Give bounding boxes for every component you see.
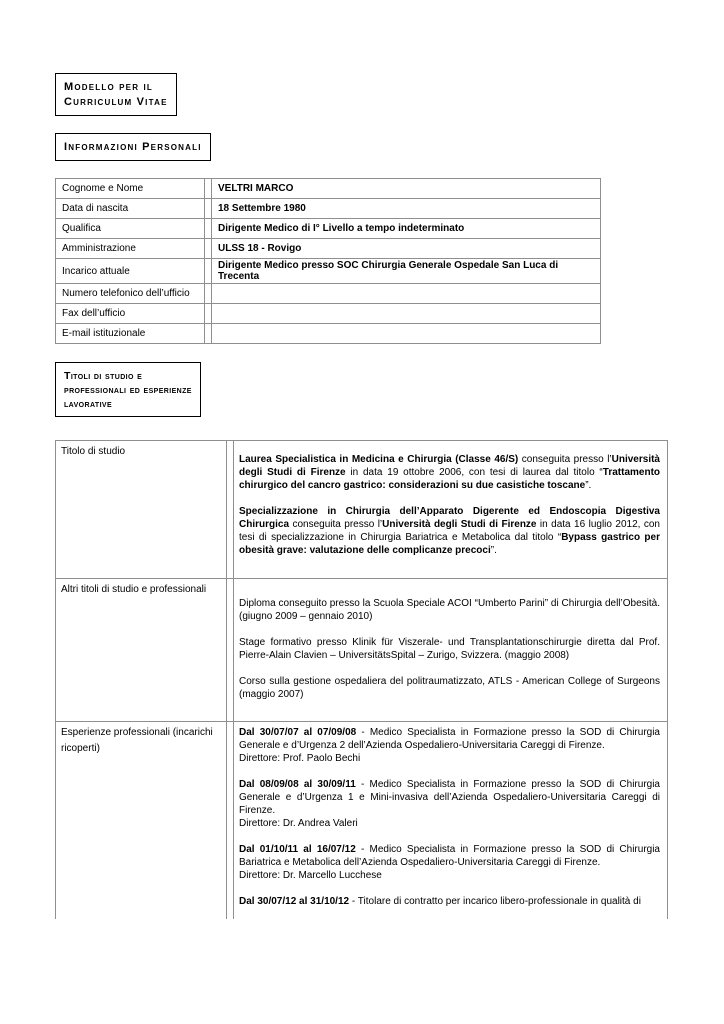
personal-info-row: [56, 199, 601, 219]
titles-section-heading-box: [55, 362, 201, 417]
field-value: [212, 324, 601, 344]
row-label-altri-titoli: Altri titoli di studio e professionali: [56, 579, 227, 722]
field-label: Cognome e Nome: [56, 179, 205, 199]
personal-info-heading-box: [55, 133, 211, 161]
spacer-cell: [205, 324, 212, 344]
personal-info-row: [56, 284, 601, 304]
field-value: VELTRI MARCO: [212, 179, 601, 199]
field-label: Amministrazione: [56, 239, 205, 259]
table-row-altri-titoli: [56, 579, 668, 722]
field-label: E-mail istituzionale: [56, 324, 205, 344]
row-label-titolo-di-studio: Titolo di studio: [56, 441, 227, 579]
spacer-cell: [205, 219, 212, 239]
field-value: 18 Settembre 1980: [212, 199, 601, 219]
table-row-esperienze-professionali: [56, 722, 668, 920]
field-label: Qualifica: [56, 219, 205, 239]
spacer-cell: [227, 722, 234, 920]
paragraph: Laurea Specialistica in Medicina e Chirurgia (Classe 46/S) conseguita presso l’Università degli Studi di Firenze in data 19 ottobre 2006, con tesi di laurea dal titolo “Trattamento chirurgico del cancro gastrico: considerazioni su due casistiche toscane”.: [239, 454, 661, 491]
spacer-cell: [227, 579, 234, 722]
field-label: Fax dell’ufficio: [56, 304, 205, 324]
field-value: Dirigente Medico presso SOC Chirurgia Generale Ospedale San Luca di Trecenta: [212, 259, 601, 284]
titles-heading-line2: professionali ed esperienze: [64, 384, 192, 396]
field-value: Dirigente Medico di I° Livello a tempo indeterminato: [212, 219, 601, 239]
personal-info-row: [56, 179, 601, 199]
paragraph: Dal 30/07/07 al 07/09/08 - Medico Specialista in Formazione presso la SOD di Chirurgia Generale e d’Urgenza 2 dell’Azienda Ospedaliero-Universitaria Careggi di Firenze. Direttore: Prof. Paolo Bechi: [239, 727, 660, 764]
paragraph: Specializzazione in Chirurgia dell’Apparato Digerente ed Endoscopia Digestiva Chirurgica conseguita presso l’Università degli Studi di Firenze in data 16 luglio 2012, con tesi di specializzazione in Chirurgia Bariatrica e Metabolica dal titolo “Bypass gastrico per obesità grave: valutazione delle complicanze precoci”.: [239, 506, 660, 556]
personal-info-row: [56, 259, 601, 284]
personal-info-row: [56, 239, 601, 259]
field-value: [212, 284, 601, 304]
personal-info-table: [55, 178, 601, 344]
spacer-cell: [227, 441, 234, 579]
titolo-di-studio-content: [234, 441, 668, 579]
altri-titoli-content: [234, 579, 668, 722]
personal-info-row: [56, 324, 601, 344]
paragraph: Diploma conseguito presso la Scuola Speciale ACOI “Umberto Parini” di Chirurgia dell’Obesità. (giugno 2009 – gennaio 2010): [239, 598, 660, 622]
field-value: [212, 304, 601, 324]
spacer-cell: [205, 304, 212, 324]
spacer-cell: [205, 284, 212, 304]
spacer-cell: [205, 259, 212, 284]
field-value: ULSS 18 - Rovigo: [212, 239, 601, 259]
document-title-line2: Curriculum Vitae: [64, 96, 168, 108]
spacer-cell: [205, 239, 212, 259]
personal-info-row: [56, 219, 601, 239]
paragraph: Dal 30/07/12 al 31/10/12 - Titolare di contratto per incarico libero-professionale in qualità di: [239, 896, 641, 907]
field-label: Numero telefonico dell’ufficio: [56, 284, 205, 304]
paragraph: Dal 01/10/11 al 16/07/12 - Medico Specialista in Formazione presso la SOD di Chirurgia Bariatrica e Metabolica dell’Azienda Ospedaliero-Universitaria Careggi di Firenze. Direttore: Dr. Marcello Lucchese: [239, 844, 660, 881]
personal-info-row: [56, 304, 601, 324]
table-row-titolo-di-studio: [56, 441, 668, 579]
paragraph: Dal 08/09/08 al 30/09/11 - Medico Specialista in Formazione presso la SOD di Chirurgia Generale e d’Urgenza 1 e Mini-invasiva dell’Azienda Ospedaliero-Universitaria Careggi di Firenze. Direttore: Dr. Andrea Valeri: [239, 779, 660, 829]
field-label: Data di nascita: [56, 199, 205, 219]
paragraph: Stage formativo presso Klinik für Viszerale- und Transplantationschirurgie diretta dal Prof. Pierre-Alain Clavien – UniversitätsSpital – Zurigo, Svizzera. (maggio 2008): [239, 637, 660, 661]
spacer-cell: [205, 199, 212, 219]
spacer-cell: [205, 179, 212, 199]
titles-heading-line3: lavorative: [64, 398, 113, 410]
titles-heading-line1: Titoli di studio e: [64, 370, 143, 382]
personal-info-heading: Informazioni Personali: [64, 141, 202, 153]
esperienze-professionali-content: [234, 722, 668, 920]
document-title-line1: Modello per il: [64, 81, 153, 93]
field-label: Incarico attuale: [56, 259, 205, 284]
row-label-esperienze-professionali: Esperienze professionali (incarichi ricoperti): [56, 722, 227, 920]
titles-experience-table: [55, 440, 668, 919]
paragraph: Corso sulla gestione ospedaliera del politraumatizzato, ATLS - American College of Surgeons (maggio 2007): [239, 676, 660, 700]
document-title-box: [55, 73, 177, 116]
